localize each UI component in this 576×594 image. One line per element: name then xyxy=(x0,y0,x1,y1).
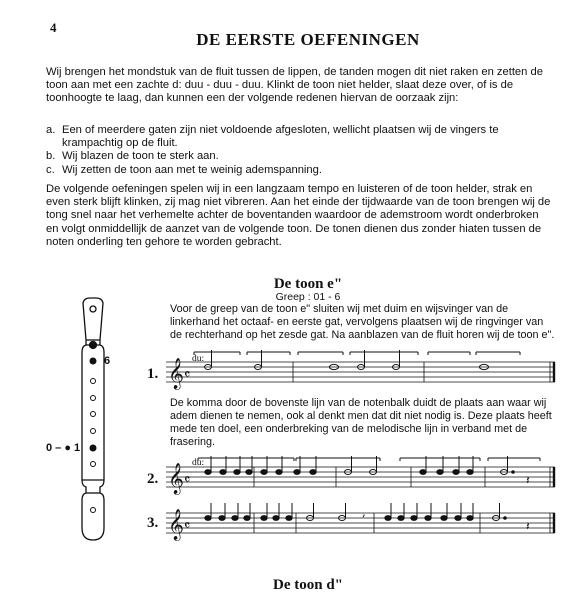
comma-description: De komma door de bovenste lijn van de notenbalk duidt de plaats aan waar wij adem dienen te nemen, ook al denkt men dat dit niet nodig is. Deze plaats heeft mede ten doel, een onderbreking van de melodische lijn in verband met de frasering. xyxy=(170,397,552,448)
treble-clef-icon: 𝄞 xyxy=(168,463,184,494)
quarter-note xyxy=(398,516,404,521)
treble-clef-icon: 𝄞 xyxy=(168,358,184,389)
reason-text: Wij zetten de toon aan met te weinig ademspanning. xyxy=(62,163,322,176)
quarter-rest-icon: 𝄽 xyxy=(526,473,530,487)
reason-text: Een of meerdere gaten zijn niet voldoende afgesloten, wellicht plaatsen wij de vingers te krampachtig op de fluit. xyxy=(62,124,499,150)
common-time-icon: 𝄴 xyxy=(184,472,191,488)
exercise-number: 2. xyxy=(147,471,159,487)
quarter-note xyxy=(244,516,250,521)
second-paragraph: De volgende oefeningen spelen wij in een langzaam tempo en luisteren of de toon helder, strak en even sterk blijft klinken, zij mag niet vibreren. Aan het einde der tijdwaarde van de toon brengen wij de tong snel naar het verhemelte achter de boventanden waardoor de ademstroom wordt onderbroken en volgt onmiddellijk de aanzet van de volgende toon. De tonen dienen dus zonder hiaten tussen de noten onderling ten gehore te worden gebracht. xyxy=(46,183,551,248)
quarter-note xyxy=(286,516,292,521)
hole-open-icon xyxy=(91,396,96,401)
exercise-number: 3. xyxy=(147,515,159,531)
reason-mark: b. xyxy=(46,150,56,163)
recorder-body xyxy=(82,298,104,540)
page-number: 4 xyxy=(50,20,57,35)
hole-open-icon xyxy=(91,379,96,384)
finger-holes xyxy=(90,358,96,513)
quarter-note xyxy=(453,470,459,475)
grip-description: Voor de greep van de toon e" sluiten wij met duim en wijsvinger van de linkerhand het octaaf- en eerste gat, vervolgens plaatsen wij de ringvinger van de rechterhand op het zesde gat. Na aanblazen van de fluit horen wij de toon e". xyxy=(170,303,555,341)
quarter-note xyxy=(437,470,443,475)
quarter-note xyxy=(467,470,473,475)
page-title: DE EERSTE OEFENINGEN xyxy=(196,30,420,49)
syllable-label: du: xyxy=(192,354,205,364)
quarter-note xyxy=(234,470,240,475)
quarter-note xyxy=(425,516,431,521)
reason-mark: a. xyxy=(46,124,56,136)
grip-label: Greep : 01 - 6 xyxy=(275,291,341,303)
hole-open-icon xyxy=(91,462,96,467)
thumb-hole-label: 0 – ● 1 xyxy=(46,442,81,454)
octave-hole-icon xyxy=(90,342,97,349)
dot xyxy=(504,517,507,520)
quarter-note xyxy=(246,470,252,475)
staff-2-notes xyxy=(168,456,540,495)
intro-paragraph: Wij brengen het mondstuk van de fluit tussen de lippen, de tanden mogen dit niet raken en zetten de toon aan met een zachte d: duu - duu - duu. Klinkt de toon niet helder, slaat deze over, of is de toonhoogte te laag, dan kunnen een der volgende redenen hiervan de oorzaak zijn: xyxy=(46,66,543,105)
reason-mark: c. xyxy=(46,163,55,176)
quarter-note xyxy=(467,516,473,521)
section-title-d: De toon d" xyxy=(273,577,343,593)
treble-clef-icon: 𝄞 xyxy=(168,509,184,540)
hole-open-icon xyxy=(91,508,96,513)
reason-text: Wij blazen de toon te sterk aan. xyxy=(62,150,219,163)
dot xyxy=(512,471,515,474)
quarter-note xyxy=(220,470,226,475)
quarter-note xyxy=(294,470,300,475)
quarter-note xyxy=(310,470,316,475)
hole-open-icon xyxy=(91,429,96,434)
quarter-note xyxy=(273,516,279,521)
quarter-note xyxy=(205,470,211,475)
hole-six-label: 6 xyxy=(104,355,111,367)
quarter-note xyxy=(420,470,426,475)
quarter-note xyxy=(205,516,211,521)
quarter-note xyxy=(441,516,447,521)
hole-filled-icon xyxy=(90,358,96,364)
breath-mark-icon: , xyxy=(362,505,366,519)
quarter-note xyxy=(261,470,267,475)
staff-3-notes xyxy=(168,503,530,541)
quarter-note xyxy=(219,516,225,521)
exercise-number: 1. xyxy=(147,366,159,382)
staff-1-notes xyxy=(168,350,520,390)
hole-filled-icon xyxy=(90,445,96,451)
quarter-note xyxy=(455,516,461,521)
quarter-note xyxy=(232,516,238,521)
common-time-icon: 𝄴 xyxy=(184,518,191,534)
syllable-label: du: xyxy=(192,458,205,468)
quarter-note xyxy=(261,516,267,521)
common-time-icon: 𝄴 xyxy=(184,367,191,383)
quarter-note xyxy=(276,470,282,475)
hole-open-icon xyxy=(91,412,96,417)
quarter-note xyxy=(385,516,391,521)
quarter-note xyxy=(411,516,417,521)
section-title-e: De toon e" xyxy=(273,276,343,292)
quarter-rest-icon: 𝄽 xyxy=(526,519,530,533)
